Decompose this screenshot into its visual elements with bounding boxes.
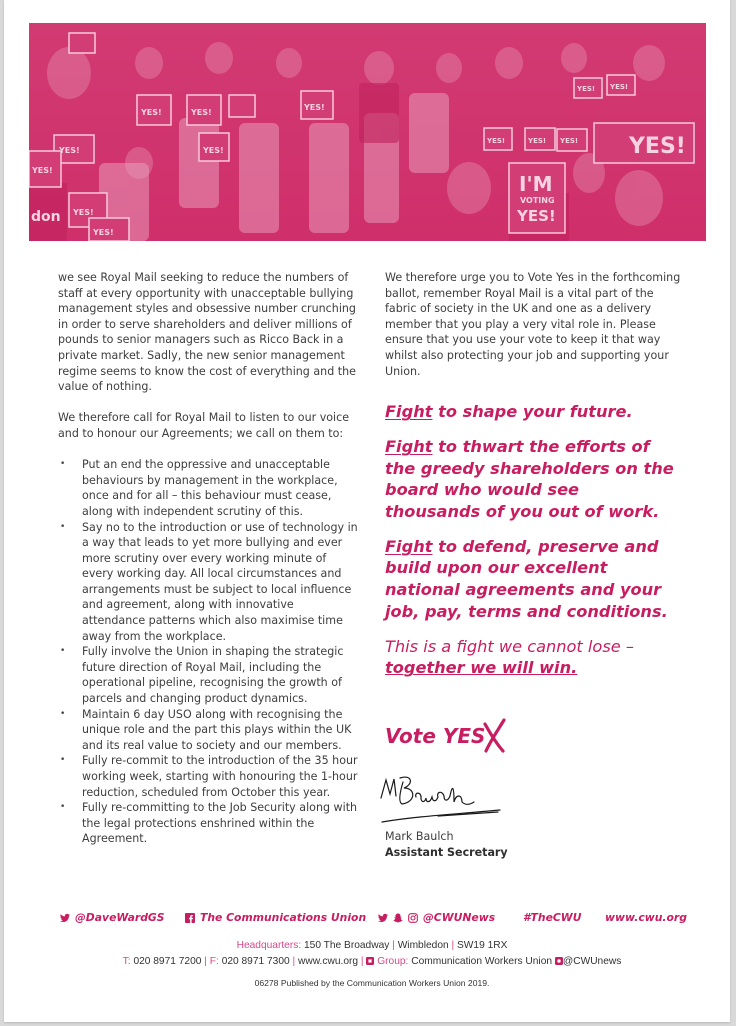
svg-text:YES!: YES!: [629, 134, 686, 159]
tel-number: 020 8971 7200: [133, 956, 202, 967]
svg-text:YES!: YES!: [93, 228, 114, 237]
fight-text: to shape your future.: [432, 402, 633, 422]
intro-paragraph: we see Royal Mail seeking to reduce the numbers of staff at every opportunity with unacceptable bullying management styles and obsessive number crunching in order to serve shareholders and deliver millions of pounds to senior managers such as Ricco Back in a private market. Sadly, the new senior management regime seems to know the cost of everything and the value of nothing.: [58, 271, 356, 394]
fax-label: F:: [209, 956, 219, 967]
hashtag-text: #TheCWU: [523, 911, 582, 924]
fax-number: 020 8971 7300: [221, 956, 290, 967]
banner-photo: [29, 23, 706, 241]
social-dave-ward[interactable]: [60, 911, 165, 924]
hq-postcode: SW19 1RX: [457, 940, 508, 951]
list-item: • Maintain 6 day USO along with recognising the unique role and the part this plays within the UK and its real value to society and our members.: [58, 707, 358, 754]
svg-text:YES!: YES!: [528, 137, 547, 145]
left-column: [58, 270, 358, 847]
svg-text:YES!: YES!: [32, 166, 53, 175]
hq-town: Wimbledon: [397, 940, 449, 951]
group-name[interactable]: Communication Workers Union: [411, 956, 553, 967]
closing-statement: [385, 636, 705, 678]
twitter-icon: [60, 913, 70, 923]
svg-text:YES!: YES!: [304, 103, 325, 112]
fight-statement-3: [385, 536, 675, 623]
right-column: [385, 270, 705, 678]
hq-street: 150 The Broadway: [304, 940, 390, 951]
signer-block: [385, 829, 508, 860]
social-links-row: [4, 911, 736, 927]
svg-text:YES!: YES!: [610, 83, 629, 91]
hq-label: Headquarters:: [236, 940, 302, 951]
tel-label: T:: [122, 956, 131, 967]
snapchat-icon: [393, 913, 403, 923]
facebook-icon: [185, 913, 195, 923]
urge-paragraph: We therefore urge you to Vote Yes in the forthcoming ballot, remember Royal Mail is a vital part of the fabric of society in the UK and one as a delivery member that you play a very vital role in. Please ensure that you use your vote to keep it that way whilst also protecting your job and supporting your Union.: [385, 271, 681, 378]
document-page: [4, 0, 730, 1022]
instagram-handle[interactable]: @CWUnews: [562, 956, 622, 967]
fight-keyword: Fight: [385, 436, 433, 456]
social-hashtag[interactable]: [523, 911, 582, 924]
contact-website[interactable]: www.cwu.org: [298, 956, 359, 967]
list-item: • Fully re-committing to the Job Security along with the legal protections enshrined within the Agreement.: [58, 800, 358, 847]
svg-text:YES!: YES!: [59, 146, 80, 155]
svg-text:I'M: I'M: [519, 172, 553, 196]
closing-line: This is a fight we cannot lose –: [385, 637, 634, 657]
svg-text:YES!: YES!: [517, 207, 556, 225]
list-item: • Fully involve the Union in shaping the strategic future direction of Royal Mail, including the operational pipeline, recognising the growth of parcels and changing product dynamics.: [58, 644, 358, 706]
closing-emphasis: together we will win.: [385, 658, 578, 678]
contact-details-line: T: 020 8971 7200 | F: 020 8971 7300 | www.cwu.org | Group: Communication Workers Union @CWUnews: [122, 956, 622, 967]
list-item: • Fully re-commit to the introduction of the 35 hour working week, starting with honouring the 1-hour reduction, scheduled from October this year.: [58, 753, 358, 800]
svg-text:YES!: YES!: [577, 85, 596, 93]
social-facebook[interactable]: [185, 911, 366, 924]
fight-text: to defend, preserve and build upon our excellent national agreements and your job, pay, terms and conditions.: [385, 536, 668, 621]
fight-keyword: Fight: [385, 536, 433, 556]
instagram-icon: [408, 913, 418, 923]
fight-statement-1: [385, 401, 705, 423]
signer-name: Mark Baulch: [385, 830, 454, 843]
twitter-icon: [378, 913, 388, 923]
svg-text:YES!: YES!: [203, 146, 224, 155]
facebook-icon: [366, 957, 374, 965]
social-handle: @DaveWardGS: [75, 911, 165, 924]
fight-keyword: Fight: [385, 402, 433, 422]
social-handle: @CWUNews: [423, 911, 496, 924]
ballot-cross-icon: [481, 718, 507, 754]
svg-text:YES!: YES!: [560, 137, 579, 145]
fight-statement-2: [385, 436, 675, 523]
website-link[interactable]: [605, 911, 687, 924]
svg-text:YES!: YES!: [73, 208, 94, 217]
website-text: www.cwu.org: [605, 911, 687, 924]
instagram-icon: [555, 957, 563, 965]
social-handle: The Communications Union: [200, 911, 367, 924]
hq-address-line: Headquarters: 150 The Broadway | Wimbledon | SW19 1RX: [236, 940, 508, 951]
signature: [378, 772, 503, 826]
svg-text:YES!: YES!: [487, 137, 506, 145]
crowd-photo: [29, 23, 706, 241]
svg-text:YES!: YES!: [191, 108, 212, 117]
list-item: • Put an end the oppressive and unacceptable behaviours by management in the workplace, once and for all – this behaviour must cease, along with independent scrutiny of this.: [58, 457, 358, 519]
list-item: • Say no to the introduction or use of technology in a way that leads to yet more bullying and ever more scrutiny over every working minute of every working day. All local circumstances and arrangements must be subject to local influence and agreement, along with innovative attendance patterns which also maximise time away from the workplace.: [58, 520, 358, 645]
publication-note: 06278 Published by the Communication Workers Union 2019.: [254, 978, 490, 988]
social-cwu-news[interactable]: [378, 911, 495, 924]
signer-role: Assistant Secretary: [385, 845, 508, 859]
group-label: Group:: [377, 956, 409, 967]
demands-list: [58, 457, 358, 847]
fight-text: to thwart the efforts of the greedy shareholders on the board who would see thousands of you out of work.: [385, 436, 674, 521]
svg-text:YES!: YES!: [141, 108, 162, 117]
svg-text:VOTING: VOTING: [520, 196, 555, 205]
vote-yes-label: Vote YES: [385, 724, 486, 748]
svg-text:don: don: [31, 209, 61, 225]
call-paragraph: We therefore call for Royal Mail to listen to our voice and to honour our Agreements; we call on them to:: [58, 411, 350, 440]
